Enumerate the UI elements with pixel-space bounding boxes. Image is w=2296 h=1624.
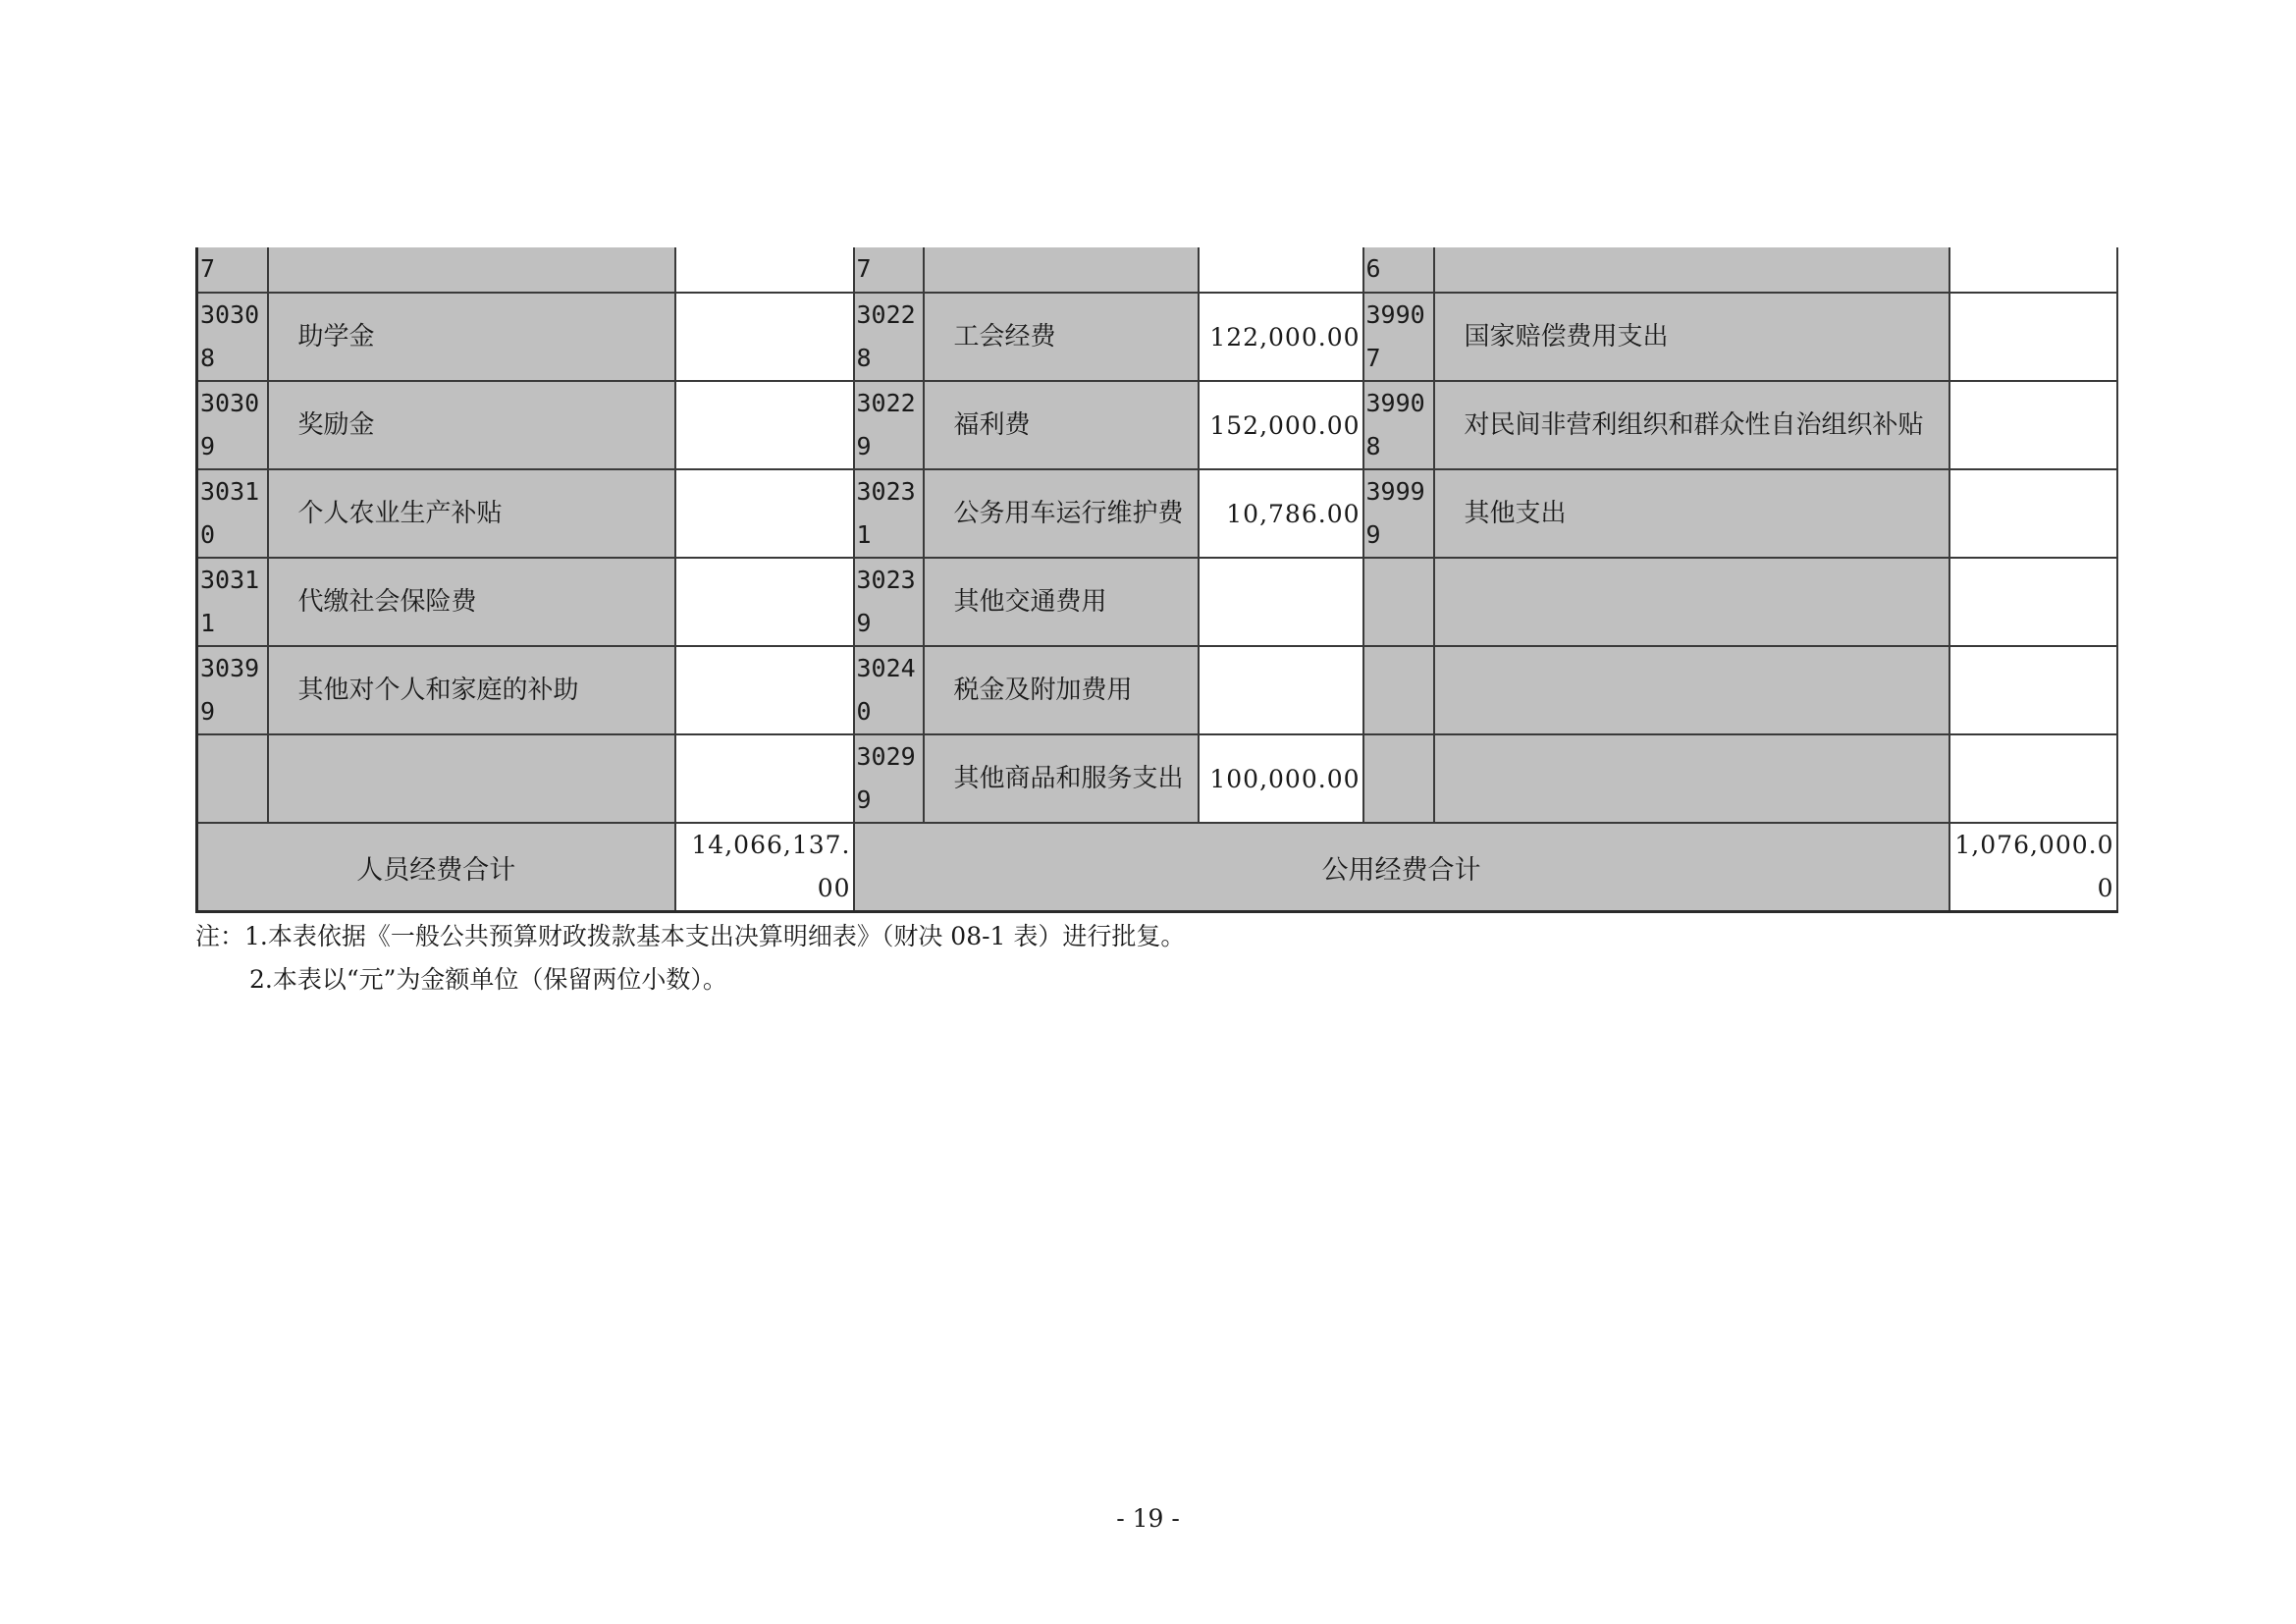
personnel-total-amount: 14,066,137.00 [675,823,854,912]
item-name [1434,381,1949,469]
item-name [1434,646,1949,734]
item-amount [1199,646,1363,734]
item-code: 30399 [197,646,268,734]
item-name: 助学金 [268,293,675,381]
item-name: 福利费 [924,381,1199,469]
table-row [197,734,2117,823]
item-code: 6 [1363,247,1434,293]
item-name [1434,247,1949,293]
public-total-label: 公用经费合计 [854,823,1949,912]
item-amount [1949,293,2117,381]
item-name: 国家赔偿费用支出 [1434,293,1949,381]
item-name-text: 其他商品和服务支出 [953,764,1184,793]
table-row [197,469,2117,558]
item-name: 代缴社会保险费 [268,558,675,646]
item-name: 税金及附加费用 [924,646,1199,734]
item-name: 工会经费 [924,293,1199,381]
item-amount [1949,381,2117,469]
expenditure-detail-table [195,247,2118,913]
item-code [1363,646,1434,734]
item-amount [1949,734,2117,823]
item-code: 30228 [854,293,924,381]
item-code: 30240 [854,646,924,734]
item-amount: 122,000.00 [1199,293,1363,381]
item-amount [1949,558,2117,646]
item-name [1434,734,1949,823]
item-amount [675,469,854,558]
table-notes [195,915,1185,1001]
item-amount: 152,000.00 [1199,381,1363,469]
item-name [924,469,1199,558]
table-row [197,293,2117,381]
item-amount [1949,247,2117,293]
item-name: 奖励金 [268,381,675,469]
item-amount [675,293,854,381]
item-amount [1199,558,1363,646]
item-code: 39999 [1363,469,1434,558]
item-name-text: 对民间非营利组织和群众性自治组织补贴 [1464,410,1924,440]
item-amount [675,646,854,734]
item-code [1363,734,1434,823]
item-name: 其他对个人和家庭的补助 [268,646,675,734]
item-code [1363,558,1434,646]
item-code: 39908 [1363,381,1434,469]
item-code: 30299 [854,734,924,823]
item-code: 7 [854,247,924,293]
item-amount [1949,469,2117,558]
item-amount [675,558,854,646]
item-amount: 10,786.00 [1199,469,1363,558]
item-name [924,734,1199,823]
item-amount [1199,247,1363,293]
item-code: 30231 [854,469,924,558]
item-amount [675,247,854,293]
item-code [197,734,268,823]
item-amount [675,734,854,823]
item-code: 30229 [854,381,924,469]
table-row [197,381,2117,469]
item-name [924,247,1199,293]
item-amount: 100,000.00 [1199,734,1363,823]
item-name [1434,558,1949,646]
table-row [197,247,2117,293]
note-line-1: 注：1.本表依据《一般公共预算财政拨款基本支出决算明细表》（财决 08-1 表）进行批复。 [195,922,1186,950]
item-code: 7 [197,247,268,293]
public-total-amount: 1,076,000.00 [1949,823,2117,912]
item-name [268,734,675,823]
item-name [268,247,675,293]
table-row [197,558,2117,646]
personnel-total-label: 人员经费合计 [197,823,675,912]
item-amount [1949,646,2117,734]
item-code: 30309 [197,381,268,469]
item-code: 30311 [197,558,268,646]
item-name-text: 公务用车运行维护费 [953,499,1184,528]
totals-row [197,823,2117,912]
table-row [197,646,2117,734]
item-name: 其他支出 [1434,469,1949,558]
item-code: 39907 [1363,293,1434,381]
page-number: - 19 - [1116,1504,1180,1533]
item-code: 30308 [197,293,268,381]
item-code: 30310 [197,469,268,558]
note-line-2: 2.本表以“元”为金额单位（保留两位小数）。 [249,965,727,994]
item-amount [675,381,854,469]
item-name: 个人农业生产补贴 [268,469,675,558]
item-name: 其他交通费用 [924,558,1199,646]
item-code: 30239 [854,558,924,646]
